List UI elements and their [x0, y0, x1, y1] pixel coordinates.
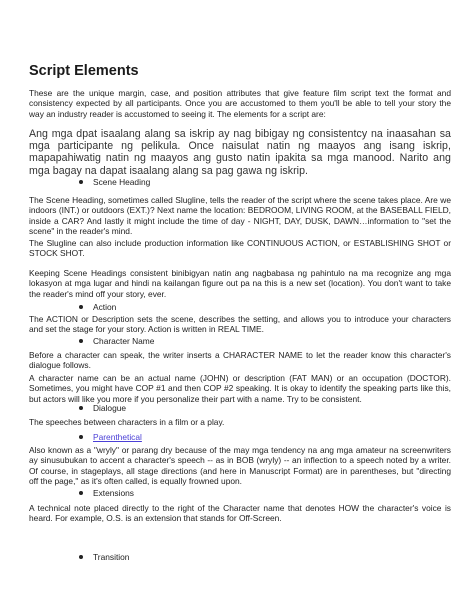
bullet-action [79, 302, 474, 312]
tagalog-intro-paragraph: Ang mga dpat isaalang alang sa iskrip ay nag bibigay ng consistentcy na inaasahan sa mga participante ng pelikula. Once naisulat natin ng maayos ang isang iskrip, mapapahiwatig natin ng maayos ang gusto natin ipakita sa mga manood. Narito ang mga bagay na dapat isaalang alang sa pag gawa ng iskrip. [29, 128, 451, 177]
character-name-paragraph-1: Before a character can speak, the writer inserts a CHARACTER NAME to let the reader know this character's dialogue follows. [29, 350, 451, 371]
bullet-label: Dialogue [93, 403, 127, 413]
bullet-dot-icon [79, 406, 83, 410]
scene-heading-paragraph-3: Keeping Scene Headings consistent binibigyan natin ang nagbabasa ng pahintulo na ma recognize ang mga lokasyon at mga lugar and hindi na kailangan figure out pa na this is a new set (location). You don't want to take the reader's mind off your story, ever. [29, 268, 451, 299]
bullet-transition [79, 552, 474, 562]
bullet-label: Extensions [93, 488, 134, 498]
bullet-dot-icon [79, 305, 83, 309]
bullet-label: Action [93, 302, 117, 312]
bullet-label: Transition [93, 552, 130, 562]
scene-heading-paragraph-1: The Scene Heading, sometimes called Slugline, tells the reader of the script where the scene takes place. Are we indoors (INT.) or outdoors (EXT.)? Next name the location: BEDROOM, LIVING ROOM, at the BASEBALL FIELD, inside a CAR? And lastly it might include the time of day - NIGHT, DAY, DUSK, DAWN…information to "set the scene" in the reader's mind. [29, 195, 451, 236]
bullet-dot-icon [79, 491, 83, 495]
extensions-paragraph-1: A technical note placed directly to the right of the Character name that denotes HOW the character's voice is heard. For example, O.S. is an extension that stands for Off-Screen. [29, 503, 451, 524]
bullet-label: Character Name [93, 336, 155, 346]
bullet-parenthetical [79, 432, 474, 442]
parenthetical-link[interactable]: Parenthetical [93, 432, 142, 442]
action-paragraph-1: The ACTION or Description sets the scene, describes the setting, and allows you to introduce your characters and set the stage for your story. Action is written in REAL TIME. [29, 314, 451, 335]
page-title: Script Elements [29, 63, 139, 79]
intro-paragraph: These are the unique margin, case, and position attributes that give feature film script text the format and consistency expected by all participants. Once you are accustomed to them you'll be able to tell your story the way an industry reader is accustomed to seeing it. The elements for a script are: [29, 88, 451, 119]
bullet-dialogue [79, 403, 474, 413]
parenthetical-paragraph-1: Also known as a "wryly" or parang dry because of the may mga tendency na ang mga amateur na screenwriters ay sinusubukan to accent a character's speech -- as in BOB (wryly) -- an inflection to a speech noted by a writer. Of course, in stageplays, all stage directions (and here in Manuscript Format) are in parentheses, but "directing off the page," as it's often called, is equally frowned upon. [29, 445, 451, 486]
scene-heading-paragraph-2: The Slugline can also include production information like CONTINUOUS ACTION, or ESTABLISHING SHOT or STOCK SHOT. [29, 238, 451, 259]
character-name-paragraph-2: A character name can be an actual name (JOHN) or description (FAT MAN) or an occupation (DOCTOR). Sometimes, you might have COP #1 and then COP #2 speaking. It is okay to identify the speaking parts like this, but actors will like you more if you personalize their part with a name. Try to be consistent. [29, 373, 451, 404]
bullet-dot-icon [79, 180, 83, 184]
bullet-character-name [79, 336, 474, 346]
dialogue-paragraph-1: The speeches between characters in a film or a play. [29, 417, 225, 427]
bullet-dot-icon [79, 555, 83, 559]
bullet-dot-icon [79, 339, 83, 343]
bullet-scene-heading [79, 177, 474, 187]
bullet-dot-icon [79, 435, 83, 439]
bullet-label: Scene Heading [93, 177, 151, 187]
bullet-extensions [79, 488, 474, 498]
